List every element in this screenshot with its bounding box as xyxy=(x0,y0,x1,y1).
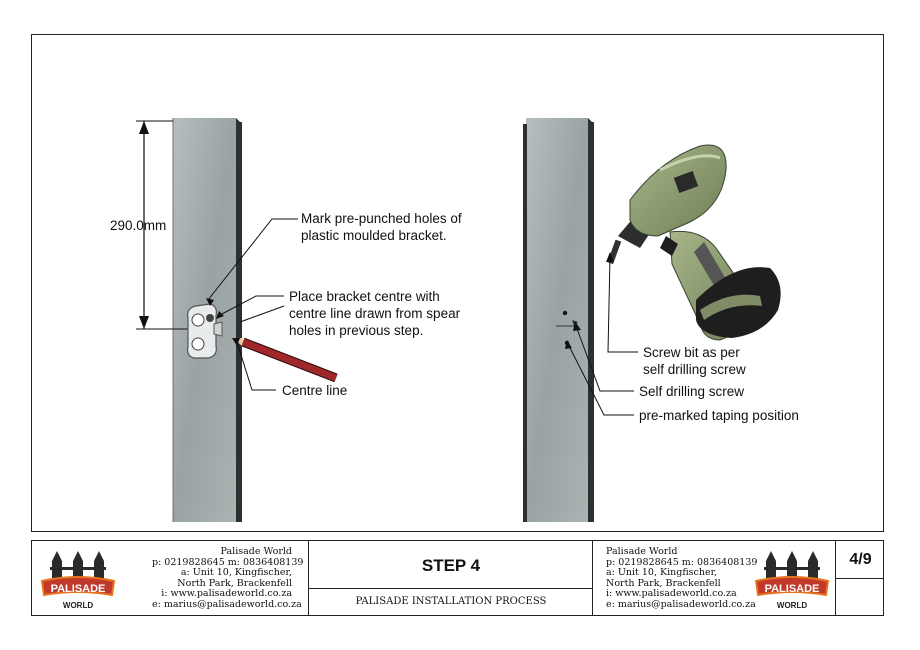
svg-text:WORLD: WORLD xyxy=(776,601,808,610)
palisade-world-logo xyxy=(40,547,116,611)
callout-text: Screw bit as per xyxy=(643,345,740,360)
svg-text:PALISADE: PALISADE xyxy=(764,583,820,595)
callout-mark-holes xyxy=(301,210,462,244)
page-number: 4/9 xyxy=(849,551,872,568)
power-drill xyxy=(607,145,780,340)
company-address: North Park, Brackenfell xyxy=(177,577,292,589)
callout-text: self drilling screw xyxy=(643,362,746,377)
dimension-label: 290.0mm xyxy=(110,218,167,233)
callout-pre-marked-position: pre-marked taping position xyxy=(639,408,799,423)
callout-text: holes in previous step. xyxy=(289,323,424,338)
svg-text:WORLD: WORLD xyxy=(62,601,94,610)
palisade-world-logo xyxy=(754,547,830,611)
title-block xyxy=(31,540,884,616)
process-title: PALISADE INSTALLATION PROCESS xyxy=(355,596,547,607)
company-web: i: www.palisadeworld.co.za xyxy=(606,588,737,599)
company-email: e: marius@palisadeworld.co.za xyxy=(606,598,756,610)
callout-text: centre line drawn from spear xyxy=(289,306,461,321)
company-address: a: Unit 10, Kingfischer, xyxy=(180,567,292,578)
company-name: Palisade World xyxy=(606,546,678,557)
company-info-left xyxy=(152,546,304,610)
callout-text: Place bracket centre with xyxy=(289,289,440,304)
svg-text:PALISADE: PALISADE xyxy=(50,583,106,595)
company-phone: p: 0219828645 m: 0836408139 xyxy=(606,556,758,568)
company-info-right xyxy=(606,547,757,610)
callout-screw-bit xyxy=(643,344,746,378)
right-post xyxy=(523,118,594,522)
callout-centre-line: Centre line xyxy=(282,383,348,398)
company-address: a: Unit 10, Kingfischer, xyxy=(606,567,718,578)
pre-marked-hole xyxy=(563,311,567,315)
callout-place-bracket xyxy=(289,288,460,339)
callout-text: plastic moulded bracket. xyxy=(301,228,447,243)
company-phone: p: 0219828645 m: 0836408139 xyxy=(152,556,304,568)
company-address: North Park, Brackenfell xyxy=(606,577,721,589)
step-title: STEP 4 xyxy=(421,556,481,575)
callout-self-drilling-screw: Self drilling screw xyxy=(639,384,745,399)
company-name: Palisade World xyxy=(220,546,292,557)
company-web: i: www.palisadeworld.co.za xyxy=(161,588,292,599)
plastic-bracket xyxy=(188,304,222,358)
company-email: e: marius@palisadeworld.co.za xyxy=(152,598,302,610)
pencil xyxy=(232,338,336,378)
callout-text: Mark pre-punched holes of xyxy=(301,211,462,226)
